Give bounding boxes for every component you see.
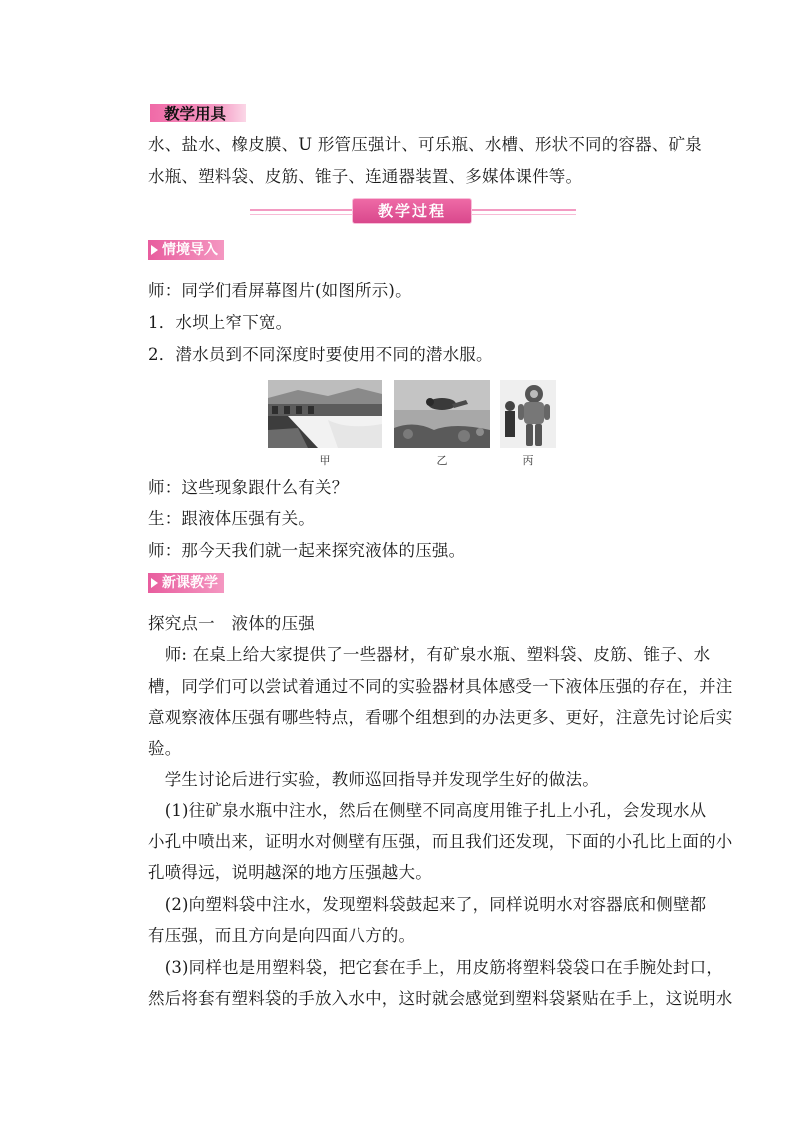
diver-image-icon xyxy=(394,380,490,448)
diving-suit-image-icon xyxy=(500,380,556,448)
lesson-line-11: 有压强，而且方向是向四面八方的。 xyxy=(148,926,416,945)
lesson-line-13: 然后将套有塑料袋的手放入水中，这时就会感觉到塑料袋紧贴在手上，这说明水 xyxy=(148,989,733,1008)
intro-line-1: 师：同学们看屏幕图片(如图所示)。 xyxy=(148,281,412,300)
lesson-line-9: 孔喷得远，说明越深的地方压强越大。 xyxy=(148,863,432,882)
intro-line-2: 1．水坝上窄下宽。 xyxy=(148,313,293,332)
intro-tag: 情境导入 xyxy=(148,240,224,260)
teaching-tools-line-1: 水、盐水、橡皮膜、U 形管压强计、可乐瓶、水槽、形状不同的容器、矿泉 xyxy=(148,135,702,154)
dam-photo xyxy=(268,380,382,448)
lesson-line-5: 验。 xyxy=(148,739,182,758)
teaching-tools-heading: 教学用具 xyxy=(164,105,227,123)
intro-line-3: 2．潜水员到不同深度时要使用不同的潜水服。 xyxy=(148,345,493,364)
lesson-line-1: 探究点一 液体的压强 xyxy=(148,614,315,633)
diver-photo xyxy=(394,380,490,448)
lesson-line-7: (1)往矿泉水瓶中注水，然后在侧壁不同高度用锥子扎上小孔，会发现水从 xyxy=(148,801,707,820)
caption-bing: 丙 xyxy=(522,454,534,467)
new-lesson-tag: 新课教学 xyxy=(148,573,224,593)
caption-jia: 甲 xyxy=(319,454,331,467)
diving-suit-photo xyxy=(500,380,556,448)
caption-yi: 乙 xyxy=(436,454,448,467)
intro-after-line-2: 生：跟液体压强有关。 xyxy=(148,509,315,528)
banner-rule-left xyxy=(250,209,352,211)
lesson-line-6: 学生讨论后进行实验，教师巡回指导并发现学生好的做法。 xyxy=(148,770,599,789)
lesson-line-10: (2)向塑料袋中注水，发现塑料袋鼓起来了，同样说明水对容器底和侧壁都 xyxy=(148,895,707,914)
banner-rule-right xyxy=(472,209,576,211)
lesson-line-8: 小孔中喷出来，证明水对侧壁有压强，而且我们还发现，下面的小孔比上面的小 xyxy=(148,832,733,851)
lesson-line-4: 意观察液体压强有哪些特点，看哪个组想到的办法更多、更好，注意先讨论后实 xyxy=(148,708,733,727)
banner-rule-right-thin xyxy=(472,214,576,215)
teaching-process-banner: 教学过程 xyxy=(352,198,472,224)
intro-after-line-3: 师：那今天我们就一起来探究液体的压强。 xyxy=(148,541,466,560)
lesson-line-3: 槽，同学们可以尝试着通过不同的实验器材具体感受一下液体压强的存在，并注 xyxy=(148,677,733,696)
lesson-line-2: 师: 在桌上给大家提供了一些器材，有矿泉水瓶、塑料袋、皮筋、锥子、水 xyxy=(148,645,711,664)
intro-after-line-1: 师：这些现象跟什么有关？ xyxy=(148,478,349,497)
lesson-line-12: (3)同样也是用塑料袋，把它套在手上，用皮筋将塑料袋袋口在手腕处封口， xyxy=(148,958,724,977)
banner-rule-left-thin xyxy=(250,214,352,215)
dam-image-icon xyxy=(268,380,382,448)
teaching-tools-line-2: 水瓶、塑料袋、皮筋、锥子、连通器装置、多媒体课件等。 xyxy=(148,167,583,186)
